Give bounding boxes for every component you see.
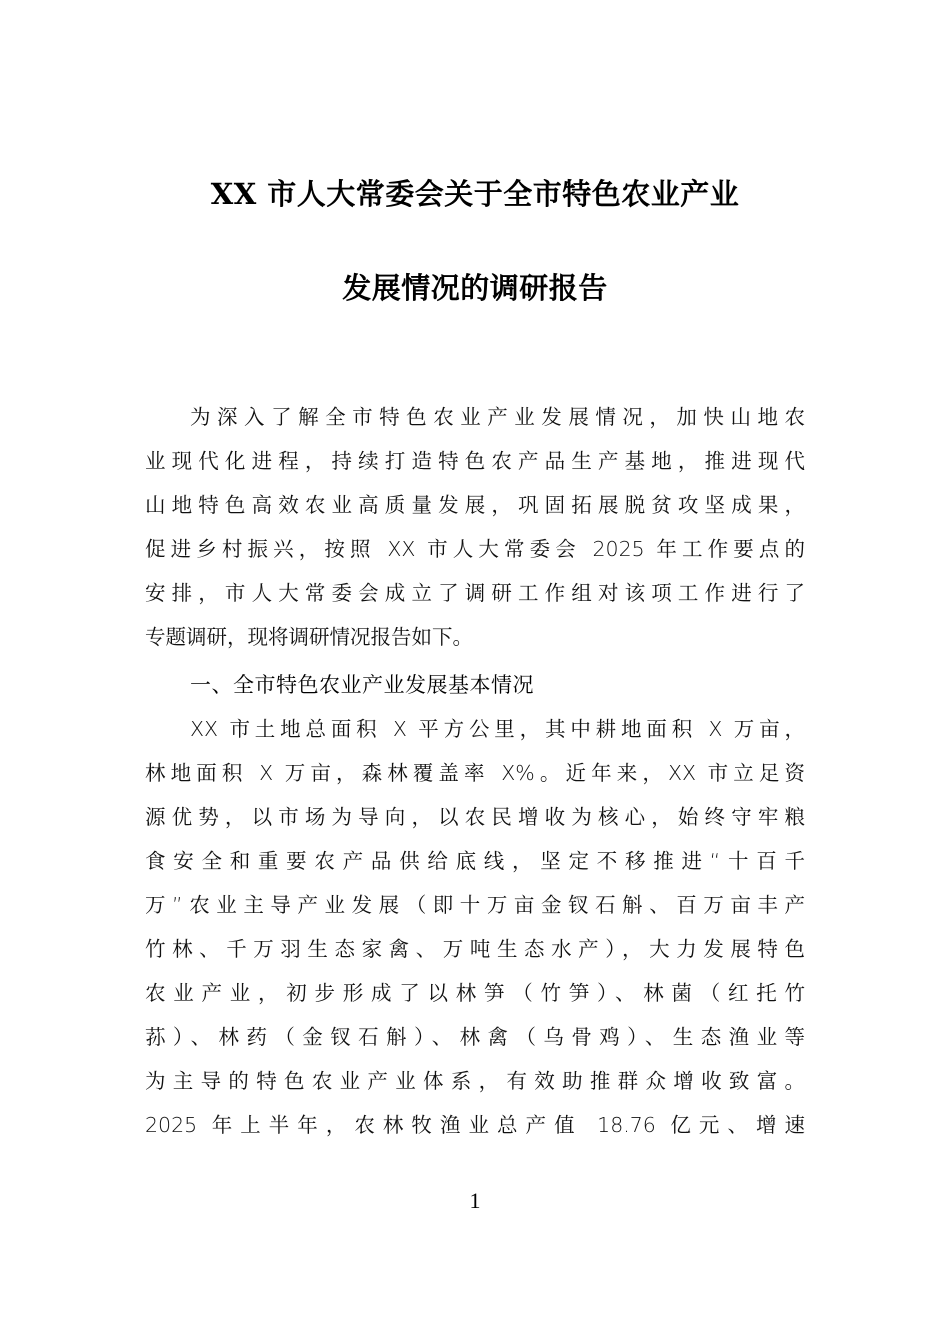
section-paragraph-line: 食安全和重要农产品供给底线，坚定不移推进“十百千 xyxy=(145,849,805,873)
intro-paragraph-line: 山地特色高效农业高质量发展，巩固拓展脱贫攻坚成果， xyxy=(145,493,805,517)
section-paragraph-line: XX 市土地总面积 X 平方公里，其中耕地面积 X 万亩， xyxy=(190,717,805,741)
intro-paragraph-line: 为深入了解全市特色农业产业发展情况，加快山地农 xyxy=(190,405,805,429)
section-paragraph-line: 源优势，以市场为导向，以农民增收为核心，始终守牢粮 xyxy=(145,805,805,829)
section-paragraph-line: 农业产业，初步形成了以林笋（竹笋）、林菌（红托竹 xyxy=(145,981,805,1005)
section-paragraph-line: 荪）、林药（金钗石斛）、林禽（乌骨鸡）、生态渔业等 xyxy=(145,1025,805,1049)
document-title-line-2: 发展情况的调研报告 xyxy=(342,271,608,305)
section-paragraph-line: 林地面积 X 万亩，森林覆盖率 X%。近年来，XX 市立足资 xyxy=(145,761,805,785)
page-number: 1 xyxy=(469,1188,481,1213)
section-paragraph-line: 竹林、千万羽生态家禽、万吨生态水产），大力发展特色 xyxy=(145,937,805,961)
intro-paragraph-line: 业现代化进程，持续打造特色农产品生产基地，推进现代 xyxy=(145,449,805,473)
intro-paragraph-line: 促进乡村振兴，按照 XX 市人大常委会 2025 年工作要点的 xyxy=(145,537,805,561)
document-title-line-1: XX 市人大常委会关于全市特色农业产业 xyxy=(210,177,740,211)
intro-paragraph-line: 专题调研，现将调研情况报告如下。 xyxy=(145,625,473,649)
section-paragraph-line: 万”农业主导产业发展（即十万亩金钗石斛、百万亩丰产 xyxy=(145,893,805,917)
intro-paragraph-line: 安排，市人大常委会成立了调研工作组对该项工作进行了 xyxy=(145,581,805,605)
section-heading: 一、全市特色农业产业发展基本情况 xyxy=(190,673,534,697)
section-paragraph-line: 2025 年上半年，农林牧渔业总产值 18.76 亿元、增速 xyxy=(145,1113,805,1137)
section-paragraph-line: 为主导的特色农业产业体系，有效助推群众增收致富。 xyxy=(145,1069,805,1093)
